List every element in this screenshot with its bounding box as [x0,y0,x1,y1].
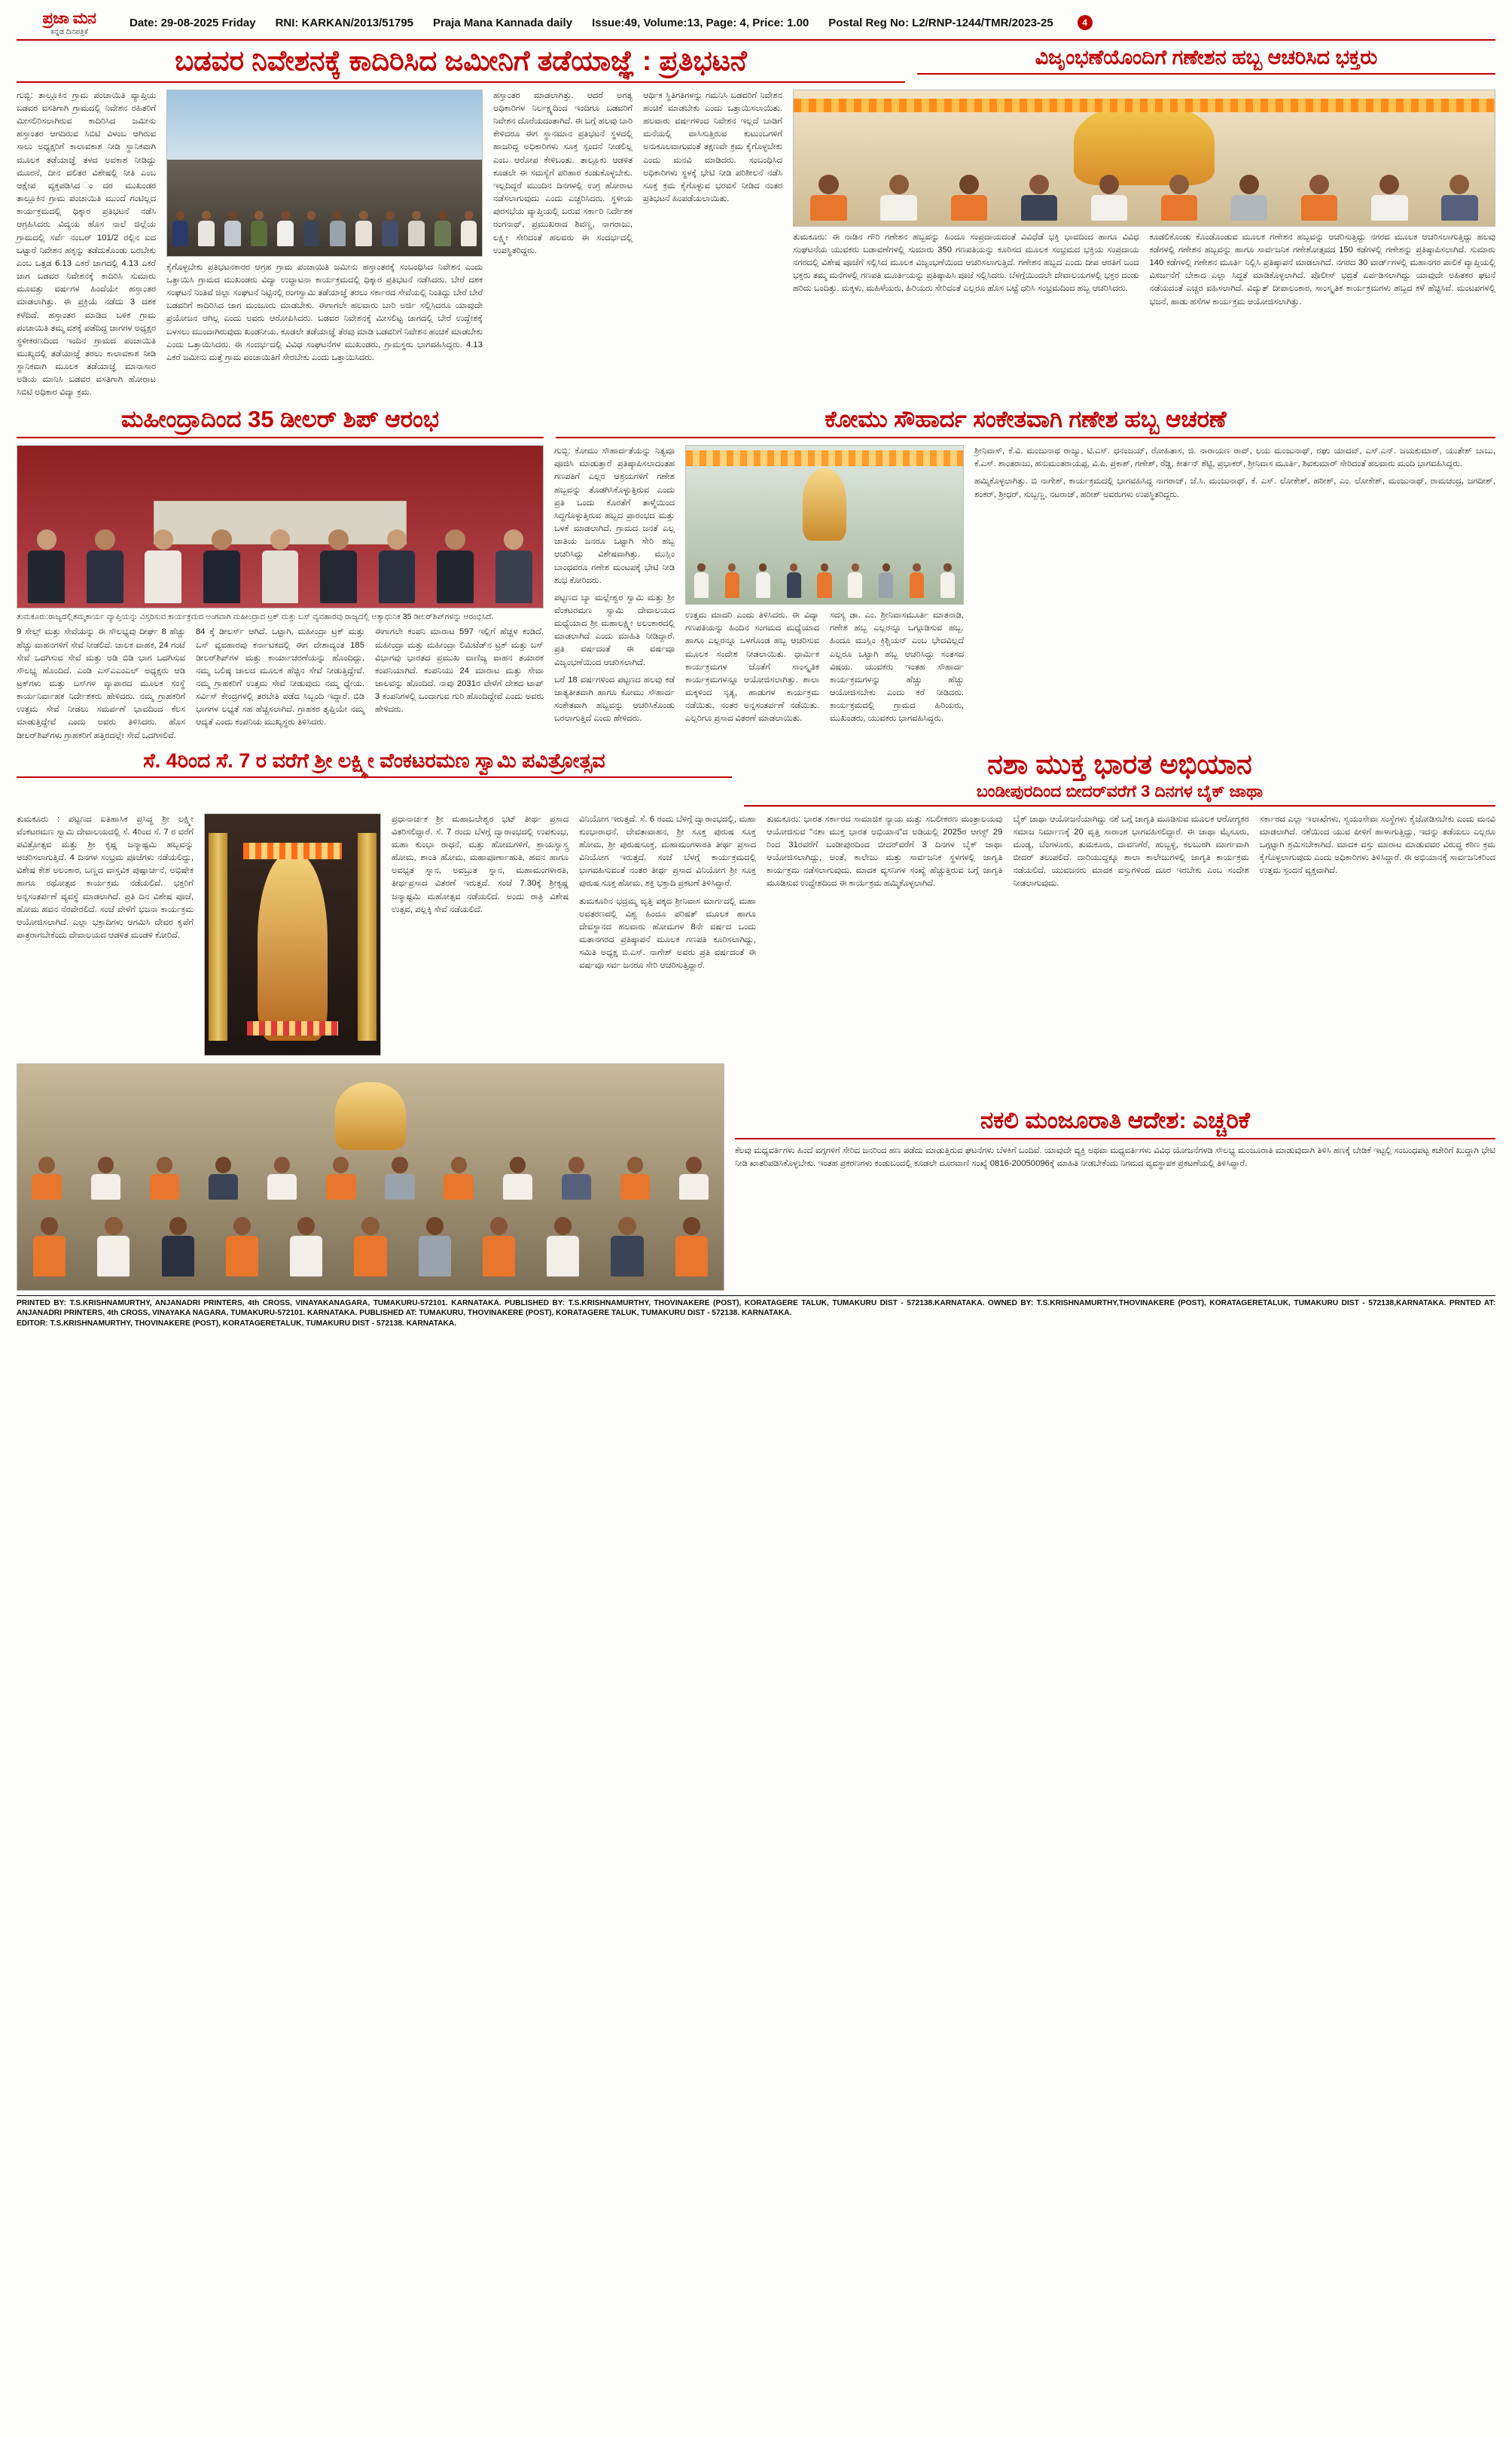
footer-line1: PRINTED BY: T.S.KRISHNAMURTHY, ANJANADRI PRINTERS, 4th CROSS, VINAYAKANAGARA, TUMAKURU-572101. KARNATAKA. PUBLISHED BY: T.S.KRISHNAMURTHY, THOVINAKERE (POST), KORATAGERE TALUK, TUMAKURU DIST - 572138.KARNATAKA. OWNED BY: T.S.KRISHNAMURTHY,THOVINAKERE (POST), KORATAGERETALUK, TUMAKURU DIST - 572138,KARNATAKA. PRNTED AT: ANJANADRI PRINTERS, 4th CROSS, VINAYAKA NAGARA, TUMAKURU-572101. KARNATAKA. PUBLISHED AT: TUMAKURU, THOVINAKERE (POST), KORATAGERE TALUK, TUMAKURU DIST - 572138. KARNATAKA. [17,1298,1495,1318]
story2-photo [793,90,1495,227]
story1-col4: ಆರ್ಥಿಕ ಸ್ಥಿತಿಗತಿಗಳನ್ನು ಗಮನಿಸಿ ಬಡವರಿಗೆ ನಿವೇಶನ ಹಂಚಿಕೆ ಮಾಡಬೇಕು ಎಂದು ಒತ್ತಾಯಿಸಲಾಯಿತು. ಹಲವಾರು ವರ್ಷಗಳಿಂದ ನಿವೇಶನ ಇಲ್ಲದೆ ಬಾಡಿಗೆ ಮನೆಯಲ್ಲಿ ವಾಸಿಸುತ್ತಿರುವ ಕುಟುಂಬಗಳಿಗೆ ಅನುಕೂಲವಾಗುವಂತೆ ತಕ್ಷಣವೇ ಕ್ರಮ ಕೈಗೊಳ್ಳಬೇಕು ಎಂದು ಮನವಿ ಮಾಡಿದರು. ಸಂಬಂಧಿಸಿದ ಅಧಿಕಾರಿಗಳು ಸ್ಥಳಕ್ಕೆ ಭೇಟಿ ನೀಡಿ ಪರಿಶೀಲನೆ ನಡೆಸಿ ಸೂಕ್ತ ಕ್ರಮ ಕೈಗೊಳ್ಳುವ ಭರವಸೆ ನೀಡಿದ ನಂತರ ಪ್ರತಿಭಟನೆ ಹಿಂಪಡೆಯಲಾಯಿತು. [643,90,782,204]
story6-col1: ತುಮಕೂರು: ಭಾರತ ಸರ್ಕಾರದ ಸಾಮಾಜಿಕ ನ್ಯಾಯ ಮತ್ತು ಸಬಲೀಕರಣ ಮಂತ್ರಾಲಯವು ಆಯೋಜಿಸುವ "ನಶಾ ಮುಕ್ತ ಭಾರತ ಅಭಿಯಾನ"ದ ಅಡಿಯಲ್ಲಿ 2025ರ ಆಗಸ್ಟ್ 29 ರಿಂದ 31ರವರೆಗೆ ಬಂಡೀಪುರದಿಂದ ಬೀದರ್‌ವರೆಗೆ 3 ದಿನಗಳ ಬೈಕ್ ಜಾಥಾ ಆಯೋಜಿಸಲಾಗಿದ್ದು, ಅಂತೆ, ಕಾಲೇಜು ಮತ್ತು ಸಾರ್ವಜನಿಕ ಸ್ಥಳಗಳಲ್ಲಿ ಜಾಗೃತಿ ಕಾರ್ಯಕ್ರಮ ನಡೆಸಲಾಗುವುದು. ಮಾದಕ ವ್ಯಸನಿಗಳ ಸಂಖ್ಯೆ ಹೆಚ್ಚುತ್ತಿರುವ ಬಗ್ಗೆ ಜಾಗೃತಿ ಮೂಡಿಸುವ ಉದ್ದೇಶದಿಂದ ಈ ಕಾರ್ಯಕ್ರಮ ಹಮ್ಮಿಕೊಳ್ಳಲಾಗಿದೆ. [767,814,1003,889]
story4-headline: ಕೋಮು ಸೌಹಾರ್ದ ಸಂಕೇತವಾಗಿ ಗಣೇಶ ಹಬ್ಬ ಆಚರಣೆ [825,405,1227,432]
masthead [17,11,1495,41]
story1-photo [166,90,483,257]
logo-title: ಪ್ರಜಾ ಮನ [42,10,96,27]
story2-headline: ವಿಜೃಂಭಣೆಯೊಂದಿಗೆ ಗಣೇಶನ ಹಬ್ಬ ಆಚರಿಸಿದ ಭಕ್ತರು [1035,46,1378,69]
story7-body: ಕೆಲವು ಮಧ್ಯವರ್ತಿಗಳು ಹಿಂದೆ ವಗ್ಗಗಳಿಗೆ ಸೇರಿದ ಜನರಿಂದ ಹಣ ಪಡೆದು ಮಾಡುತ್ತಿರುವ ಘಟನೆಗಳು ಬೆಳಕಿಗೆ ಬಂದಿವೆ. ಯಾವುದೇ ವ್ಯಕ್ತಿ ಅಥವಾ ಮಧ್ಯವರ್ತಿಗಳು ವಿವಿಧ ಯೋಜನೆಗಳಡಿ ಸೌಲಭ್ಯ ಮಂಜೂರಾತಿ ಮಾಡುವುದಾಗಿ ತಿಳಿಸಿ ಹಣಕ್ಕೆ ಬೇಡಿಕೆ ಇಟ್ಟಲ್ಲಿ ಸಂಬಂಧಪಟ್ಟ ಕಚೇರಿಗೆ ಖುದ್ದಾಗಿ ಭೇಟಿ ನೀಡಿ ಖಾತರಿಪಡಿಸಿಕೊಳ್ಳಬೇಕು. ಇಂತಹ ಪ್ರಕರಣಗಳು ಕಂಡುಬಂದಲ್ಲಿ ಕೂಡಲೇ ದೂರವಾಣಿ ಸಂಖ್ಯೆ 0816-20050096ಕ್ಕೆ ಮಾಹಿತಿ ನೀಡಬೇಕೆಂದು ನಿಗಮದ ವ್ಯವಸ್ಥಾಪಕ ಪ್ರಕಟಣೆಯಲ್ಲಿ ತಿಳಿಸಿದ್ದಾರೆ. [735,1146,1495,1169]
story2-col2: ಕೂಡಲಿಕೊಂಡು ಕೊಂಡೊಂಡುವ ಮೂಲಕ ಗಣೇಶನ ಹಬ್ಬವನ್ನು ಆಚರಿಸುತ್ತಿದ್ದು ನಗರದ ಮೂಲಕ ಆಚರಿಸಲಾಗುತ್ತಿದ್ದು ಹಲವು ಕಡೆಗಳಲ್ಲಿ ಗಣೇಶನ ಹಬ್ಬವನ್ನು ಹಾಗೂ ಸಾರ್ವಜನಿಕ ಗಣೇಶೋತ್ಸವದ 150 ಕಡೆಗಳಲ್ಲಿ ಗಣೇಶನ್ನು ಪ್ರತಿಷ್ಠಾಪಿಸಲಾಗಿದೆ. ಸುಮಾರು 140 ಕಡೆಗಳಲ್ಲಿ ಗಣೇಶನ ಮೂರ್ತಿ ನಿಲ್ಲಿಸಿ ಪ್ರತಿಷ್ಠಾಪನೆ ಮಾಡಲಾಗಿದೆ. ನಗರದ 30 ವಾರ್ಡ್‌ಗಳಲ್ಲಿ ಮಹಾನಗರ ಪಾಲಿಕೆ ವ್ಯಾಪ್ತಿಯಲ್ಲಿ ವಿಸರ್ಜನೆಗೆ ಬೇಕಾದ ಎಲ್ಲಾ ಸಿದ್ಧತೆ ಮಾಡಿಕೊಳ್ಳಲಾಗಿದೆ. ಪೊಲೀಸ್ ಭದ್ರತೆ ಏರ್ಪಡಿಸಲಾಗಿದ್ದು ಯಾವುದೇ ಅಹಿತಕರ ಘಟನೆ ನಡೆಯದಂತೆ ಎಚ್ಚರ ವಹಿಸಲಾಗಿದೆ. ವಿದ್ಯುತ್ ದೀಪಾಲಂಕಾರ, ಸಾಂಸ್ಕೃತಿಕ ಕಾರ್ಯಕ್ರಮಗಳು ಹಬ್ಬದ ಕಳೆ ಹೆಚ್ಚಿಸಿವೆ. ಮಂಟಪಗಳಲ್ಲಿ ಭಜನೆ, ಹಾಡು ಹಸೆಗಳ ಕಾರ್ಯಕ್ರಮ ಆಯೋಜಿಸಲಾಗಿತ್ತು. [1149,232,1495,307]
story3-col2: 84 ಕ್ಕೆ ಡೀಲರ್ಸ್ ಆಗಿದೆ. ಒಟ್ಟಾಗಿ, ಮಹೀಂದ್ರಾ ಟ್ರಕ್ ಮತ್ತು ಬಸ್ ವ್ಯವಹಾರವು ಕರ್ನಾಟಕದಲ್ಲಿ ಈಗ ದೇಶಾದ್ಯಂತ 185 ಡೀಲರ್‌ಶಿಪ್‌ಗಳ ಮತ್ತು ಕಾರ್ಯಾಚರಣೆಯನ್ನು ಹೊಂದಿದ್ದು, ನಮ್ಮ ಬಲಿಷ್ಠ ಜಾಲದ ಮೂಲಕ ಹೆಚ್ಚಿನ ಸೇವೆ ನೀಡುತ್ತಿದ್ದೇವೆ. ನಮ್ಮ ಗ್ರಾಹಕರಿಗೆ ಉತ್ತಮ ಸೇವೆ ನೀಡುವುದು ನಮ್ಮ ಧ್ಯೇಯ. ಸರ್ವಿಸ್ ಕೇಂದ್ರಗಳಲ್ಲಿ ತರಬೇತಿ ಪಡೆದ ಸಿಬ್ಬಂದಿ ಇದ್ದಾರೆ. ಬಿಡಿ ಭಾಗಗಳ ಲಭ್ಯತೆ ಸಹ ಹೆಚ್ಚಿಸಲಾಗಿದೆ. ಗ್ರಾಹಕರ ತೃಪ್ತಿಯೇ ನಮ್ಮ ಆದ್ಯತೆ ಎಂದು ಕಂಪನಿಯ ಮುಖ್ಯಸ್ಥರು ತಿಳಿಸಿದರು. [196,627,364,727]
story5-col4-lower: ತುಮಕೂರಿನ ಭದ್ರಮ್ಮ ವೃತ್ತಿ ಪಕ್ಕದ ಶ್ರೀನಿವಾಸ ಮಾರ್ಗದಲ್ಲಿ ಮಹಾ ಅವತರಣದಲ್ಲಿ ವಿಶ್ವ ಹಿಂದೂ ಪರಿಷತ್ ಮೂಲಕ ಹಾಗೂ ದೇವಸ್ಥಾನದ ಹಲವಾರು ಹೋಮಗಳ 8ನೇ ವರ್ಷದ ಒಂದು ಮತಾನಗರದ ಪ್ರತಿಷ್ಠಾಪನೆ ಮೂಲಕ ಗಣಪತಿ ಕೂರಿಸಲಾಗಿದ್ದು, ಸಮಿತಿ ಅಧ್ಯಕ್ಷ ಬಿ.ಎಸ್. ನಾಗೇಶ್ ಅವರು ಪ್ರತಿ ವರ್ಷದಂತೆ ಈ ವರ್ಷವೂ ಸರ್ವ ಜನರೂ ಸೇರಿ ಆಚರಿಸುತ್ತಿದ್ದಾರೆ. [579,896,756,971]
story6-col2: ಬೈಕ್ ಜಾಥಾ ಆಯೋಜನೆಯಾಗಿದ್ದು ನಶೆ ಬಗ್ಗೆ ಜಾಗೃತಿ ಮೂಡಿಸುವ ಮೂಲಕ ಆರೋಗ್ಯಕರ ಸಮಾಜ ನಿರ್ಮಾಣಕ್ಕೆ 20 ವೃತ್ತಿ ಸಾರಾಂಶ ಭಾಗವಹಿಸಲಿದ್ದಾರೆ. ಈ ಜಾಥಾ ಮೈಸೂರು, ಮಂಡ್ಯ, ಬೆಂಗಳೂರು, ತುಮಕೂರು, ದಾವಣಗೆರೆ, ಹುಬ್ಬಳ್ಳಿ, ಕಲಬುರಗಿ ಮಾರ್ಗವಾಗಿ ಬೀದರ್ ತಲುಪಲಿದೆ. ದಾರಿಯುದ್ದಕ್ಕೂ ಶಾಲಾ ಕಾಲೇಜುಗಳಲ್ಲಿ ಜಾಗೃತಿ ಕಾರ್ಯಕ್ರಮ ನಡೆಯಲಿದೆ. ಯುವಜನರು ಮಾದಕ ವಸ್ತುಗಳಿಂದ ದೂರ ಇರಬೇಕು ಎಂಬ ಸಂದೇಶ ನೀಡಲಾಗುವುದು. [1013,814,1249,889]
story4-col2: ಉತ್ತಮ ಮಾದರಿ ಎಂದು ತಿಳಿಸಿದರು. ಈ ವಿದ್ಯಾ ಗಣಪತಿಯನ್ನು ಹಿಂದಿನ ಸಂಗಮದ ಮಧ್ಯೆಯಾದ ಹಾಗೂ ಎಲ್ಲರನ್ನೂ ಒಳಗೊಂಡ ಹಬ್ಬ ಆಚರಿಸುವ ಮೂಲಕ ಸಂದೇಶ ನೀಡಲಾಯಿತು. ಧಾರ್ಮಿಕ ಕಾರ್ಯಕ್ರಮಗಳ ಜೊತೆಗೆ ಸಾಂಸ್ಕೃತಿಕ ಕಾರ್ಯಕ್ರಮಗಳನ್ನೂ ಆಯೋಜಿಸಲಾಗಿತ್ತು. ಶಾಲಾ ಮಕ್ಕಳಿಂದ ನೃತ್ಯ, ಹಾಡುಗಳ ಕಾರ್ಯಕ್ರಮ ನಡೆಯಿತು. ನಂತರ ಅನ್ನಸಂತರ್ಪಣೆ ನಡೆಯಿತು. ಎಲ್ಲರಿಗೂ ಪ್ರಸಾದ ವಿತರಣೆ ಮಾಡಲಾಯಿತು. [685,611,819,724]
story6-col3: ಸರ್ಕಾರದ ಎಲ್ಲಾ ಇಲಾಖೆಗಳು, ಸ್ವಯಂಸೇವಾ ಸಂಸ್ಥೆಗಳು ಕೈಜೋಡಿಸಬೇಕು ಎಂದು ಮನವಿ ಮಾಡಲಾಗಿದೆ. ನಶೆಯಿಂದ ಯುವ ಪೀಳಿಗೆ ಹಾಳಾಗುತ್ತಿದ್ದು, ಇದನ್ನು ತಡೆಯಲು ಎಲ್ಲರೂ ಒಗ್ಗಟ್ಟಾಗಿ ಶ್ರಮಿಸಬೇಕಾಗಿದೆ. ಮಾದಕ ವಸ್ತು ಮಾರಾಟ ಮಾಡುವವರ ವಿರುದ್ಧ ಕಠಿಣ ಕ್ರಮ ಕೈಗೊಳ್ಳಲಾಗುವುದು ಎಂದು ಅಧಿಕಾರಿಗಳು ತಿಳಿಸಿದ್ದಾರೆ. ಈ ಅಭಿಯಾನಕ್ಕೆ ಸಾರ್ವಜನಿಕರಿಂದ ಉತ್ತಮ ಸ್ಪಂದನೆ ವ್ಯಕ್ತವಾಗಿದೆ. [1259,814,1495,876]
story3-headline: ಮಹೀಂದ್ರಾದಿಂದ 35 ಡೀಲರ್ ಶಿಪ್ ಆರಂಭ [120,405,440,432]
story6-subheadline: ಬಂಡೀಪುರದಿಂದ ಬೀದರ್‌ವರೆಗೆ 3 ದಿನಗಳ ಬೈಕ್ ಜಾಥಾ [976,781,1264,801]
paper-title-english: Praja Mana Kannada daily [433,16,573,29]
story5-col3: ವಿನಿಯೋಗ ಇರುತ್ತದೆ. ಸೆ. 6 ರಂದು ಬೆಳಿಗ್ಗೆ ದ್ವಾರಾಂಭದಲ್ಲಿ, ಮಹಾ ಕುಂಭಾರಾಧನೆ, ದೇವತಾವಾಹನ, ಶ್ರೀ ಸೂಕ್ತ ಪುರುಷ ಸೂಕ್ತ ಹೋಮ, ಶ್ರೀ ಪುರುಷಸೂಕ್ತ, ಮಹಾಮಂಗಳಾರತಿ ತೀರ್ಥ ಪ್ರಸಾದ ವಿನಿಯೋಗ ಇರುತ್ತದೆ. ಸಂಜೆ ಬೆಳಗ್ಗೆ ಕಾರ್ಯಕ್ರಮದಲ್ಲಿ ಭಾಗವಹಿಸುವಂತೆ ನಂತರ ತೀರ್ಥ ಪ್ರಸಾದ ವಿನಿಯೋಗ ಶ್ರೀ ಸೂಕ್ತ ಪುರುಷ ಸೂಕ್ತ ಹೋಮ, ಶಕ್ತಿ ಭಕ್ತಾದಿ ಪ್ರಕಟಣೆ ತಿಳಿಸಿದ್ದಾರೆ. [579,814,756,889]
story1-col3: ಹಸ್ತಾಂತರ ಮಾಡಲಾಗಿತ್ತು. ಆದರೆ ಅಗತ್ಯ ಅಧಿಕಾರಿಗಳ ನಿರ್ಲಕ್ಷ್ಯದಿಂದ ಇಂದಿಗೂ ಬಡವರಿಗೆ ನಿವೇಶನ ದೊರೆಯದಂತಾಗಿದೆ. ಈ ಬಗ್ಗೆ ಹಲವು ಬಾರಿ ಕೇಳಿದರೂ ಈಗ ಸ್ಥಾನಮಾನ ಪ್ರತಿಭಟನೆ ಸ್ಥಳದಲ್ಲಿ ಹಾಜರಿದ್ದ ಅಧಿಕಾರಿಗಳು ಸೂಕ್ತ ಸ್ಪಂದನೆ ನೀಡಲಿಲ್ಲ ಎಂಬ ಆರೋಪ ಕೇಳಿಬಂತು. ತಾಲ್ಲೂಕು ಆಡಳಿತ ಕೂಡಲೇ ಈ ಸಮಸ್ಯೆಗೆ ಪರಿಹಾರ ಕಂಡುಕೊಳ್ಳಬೇಕು. ಇಲ್ಲದಿದ್ದರೆ ಮುಂದಿನ ದಿನಗಳಲ್ಲಿ ಉಗ್ರ ಹೋರಾಟ ನಡೆಸಲಾಗುವುದು ಎಂದು ಎಚ್ಚರಿಸಿದರು. ಸ್ಥಳೀಯ ಪುರಸಭೆಯ ವ್ಯಾಪ್ತಿಯಲ್ಲಿ ಬರುವ ಸರ್ಕಾರಿ ನಿರ್ದೇಶಕ ರಂಗನಾಥ್, ಪ್ರಮುಖರಾದ ಶಿವಣ್ಣ, ನಾಗರಾಜು, ಲಕ್ಷ್ಮೀ ಸೇರಿದಂತೆ ಹಲವರು ಈ ಸಂದರ್ಭದಲ್ಲಿ ಉಪಸ್ಥಿತರಿದ್ದರು. [493,90,633,255]
story8-col1: ಶ್ರೀನಿವಾಸ್, ಕೆ.ವಿ. ಮಂಜುನಾಥ ರಾಜ್ಯು, ಟಿ.ಎಸ್. ಧನಂಜಯ್, ರೋಹಿತಾಸ, ಜಿ. ನಾರಾಯಣ ರಾವ್, ಲಯ ಮಂಜುನಾಥ್, ರಘು ಯಾದವ್, ಎಸ್.ಎನ್. ಜಯಕುಮಾರ್, ಯುತೇಶ್ ಬಾಬು, ಕೆ.ಎಸ್. ಶಾಂತರಾಜು, ಹನುಮಂತರಾಯಪ್ಪ, ವಿ.ಪಿ. ಪ್ರಕಾಶ್, ಗಣೇಶ್, ರೆಡ್ಡಿ, ಕೀರ್ತನ್ ಶೆಟ್ಟಿ, ಪ್ರಭಾಕರ್, ಶ್ರೀನಿವಾಸ ಮೂರ್ತಿ, ಶಿವಕುಮಾರ್ ಸೇರಿದಂತೆ ಹಲವಾರು ಮಂದಿ ಭಾಗವಹಿಸಿದ್ದರು. [974,447,1495,469]
issue-volume: Issue:49, Volume:13, Page: 4, Price: 1.00 [592,16,809,29]
story5-headline: ಸೆ. 4ರಿಂದ ಸೆ. 7 ರ ವರೆಗೆ ಶ್ರೀ ಲಕ್ಷ್ಮೀ ವೆಂಕಟರಮಣ ಸ್ವಾಮಿ ಪವಿತ್ರೋತ್ಸವ [143,749,605,772]
story1-col1: ಗುಬ್ಬಿ: ತಾಲ್ಲೂಕಿನ ಗ್ರಾಮ ಪಂಚಾಯಿತಿ ವ್ಯಾಪ್ತಿಯ ಬಡವರ ವಸತಿಗಾಗಿ ಗ್ರಾಮದಲ್ಲಿ ನಿವೇಶನ ರಹಿತರಿಗೆ ಮೀಸಲಿರಿಸಲಾಗಿರುವ ಕಾದಿರಿಸಿದ ಜಮೀನು ಹಸ್ತಾಂತರ ಆಗದಿರುವ ಸಿಬಿಟಿ ವಿಳಂಬ ಆಗಿರುವ ಸಾಲು ಅಧ್ಯಕ್ಷರಿಗೆ ಕಾಲಾವಕಾಶ ನೀಡಿ ಸ್ಥಾನಿಕವಾಗಿ ಮೂಲಕ ತಡೆಯಾಜ್ಞೆ ತಳದ ಅವಕಾಶ ನೀಡಿದ್ದು ಮೂರನೆ, ದೀನ ದಲಿತರ ವಿಶೇಷಲ್ಲಿ ನೀತಿ ಎಂಬ ಆಕ್ಷೇಪ ವ್ಯಕ್ತಪಡಿಸಿದ ಂದರ ಮುಖಂಡರ ತಾಲ್ಲೂಕಿನ ಗ್ರಾಮ ಪಂಚಾಯಿತಿ ಮುಂದೆ ಗಂಟಿಲ್ಲದ ಕಾರ್ಯಕ್ರಮದಲ್ಲಿ ಧಿಕ್ಕಾರ ಪ್ರತಿಭಟನೆ ನಡೆಸಿ ಆಗ್ರಹಿಸಿದರು ವಿದ್ಯಯ ಹೊಸ ನಾಲೆ ಜಿಲ್ಲೆಯ ಗ್ರಾಮದಲ್ಲಿ ಸರ್ವೆ ನಂಬರ್ 101/2 ರಲ್ಲಿನ ಐದ ಒಟ್ಟಾರೆ ನಿವೇಶನ ಹಕ್ಕನ್ನು ತಡೆದುಕೊಂಡು ಬರಬೇಕು ಎಂಬ ಒತ್ತಡ 6.13 ಎಕರೆ ಜಾಗದಲ್ಲಿ 4.13 ಎಕರೆ ಜಾಗ ಬಡವರ ನಿವೇಶನಕ್ಕೆ ಕಾದಿರಿಸಿ ಸುಮಾರು ಮೂವತ್ತು ವರ್ಷಗಳ ಹಿಂದೆಯೇ ಹಸ್ತಾಂತರ ಮಾಡಲಾಗಿತ್ತು. ಈ ಪ್ರಕ್ರಿಯೆ ನಡೆದು 3 ದಶಕ ಕಳೆದಿದೆ. ಹಸ್ತಾಂತರ ಮಾಡಿದ ಬಳಿಕ ಗ್ರಾಮ ಪಂಚಾಯಿತಿ ತಮ್ಮ ವಶಕ್ಕೆ ಪಡೆದಿದ್ದ ಜಾಗಗಳ ಅಧ್ಯಕ್ಷರ ಸ್ಥಳೀಕರಣದಿಂದ ಇಂದಿನ ಗ್ರಾಮದ ಪಂಚಾಯಿತಿ ಮುಖ್ಯದಲ್ಲಿ ತಡೆಯಾಜ್ಞೆ ತರಲು ಕಾಲಾವಕಾಶ ನೀಡಿ ಸ್ಥಾನಿಕವಾಗಿ ಮೂಲಕ ತಡೆಯಾಜ್ಞೆ ಮಾನಾಸಾರ ಅಡಿಯ ಮಾನಿಸಿ ಬಡವರ ವಸತಿಗಾಗಿ ಹೋರಾಟ ಸಿಬಿಟಿ ಅಧಿಕಾರ ವಿದ್ಯಾ ಕ್ರಮ. [17,90,156,398]
story1-headline: ಬಡವರ ನಿವೇಶನಕ್ಕೆ ಕಾದಿರಿಸಿದ ಜಮೀನಿಗೆ ತಡೆಯಾಜ್ಞೆ : ಪ್ರತಿಭಟನೆ [175,45,747,76]
footer-imprint [17,1295,1495,1329]
footer-line2: EDITOR: T.S.KRISHNAMURTHY, THOVINAKERE (POST), KORATAGERETALUK, TUMAKURU DIST - 572138. KARNATAKA. [17,1319,457,1328]
story3-caption: ತುಮಕೂರು:ರಾಜ್ಯದಲ್ಲಿತಮ್ಮಕಾರ್ಯ ವ್ಯಾಪ್ತಿಯನ್ನು ವಿಸ್ತರಿಸುವ ಕಾರ್ಯಕ್ರಮದ ಅಂಗವಾಗಿ ಮಹೀಂದ್ರಾದ ಟ್ರಕ್ ಮತ್ತು ಬಸ್ ವ್ಯವಹಾರವು ರಾಜ್ಯದಲ್ಲಿ ಅತ್ಯಾಧುನಿಕ 35 ಡೀಲರ್‌ಶಿಪ್‌ಗಳನ್ನು ಆರಂಭಿಸಿದೆ. [17,612,494,622]
issue-date: Date: 29-08-2025 Friday [130,16,256,29]
story4-col1: ಗುಬ್ಬಿ: ಕೋಮು ಸೌಹಾರ್ದತೆಯನ್ನು ನಿತ್ಯವೂ ಪೂಜಿಸಿ ಮಾಡುತ್ತಾರೆ ಪ್ರತಿಷ್ಠಾಪಿಸಲಾದಂತಹ ಗಣಪತಿಗೆ ಎಲ್ಲರ ಆಶ್ರಯಗಳಿಗೆ ಗಣೇಶ ಹಬ್ಬವನ್ನು ತೊಡಗಿಸಿಕೊಳ್ಳುತ್ತಿರುವ ಎಂದು ಪ್ರತಿ ಒಂದು ಕೊರತೆಗೆ ತಾಳ್ಮೆಯಿಂದ ಸಿದ್ಧಗೊಳ್ಳುತ್ತಿರುವ ಹಬ್ಬದ ಪ್ರಾರಂಭದ ಮತ್ತು ಬಳಕೆ ಮಾಡಲಾಗಿದೆ. ಗ್ರಾಮದ ಜನತೆ ಎಲ್ಲ ಜಾತಿಯ ಜನರೂ ಒಟ್ಟಾಗಿ ಸೇರಿ ಹಬ್ಬ ಆಚರಿಸಿದ್ದು ವಿಶೇಷವಾಗಿತ್ತು. ಮುಸ್ಲಿಂ ಬಾಂಧವರೂ ಗಣೇಶ ಮಂಟಪಕ್ಕೆ ಭೇಟಿ ನೀಡಿ ಶುಭ ಕೋರಿದರು. [554,447,675,585]
story3-col3: ಈಗಾಗಲೇ ಕಂಪನಿ ಮಾರಾಟ 597 ಇಲ್ಲಿಗೆ ಹೆಚ್ಚಳ ಕಂಡಿದೆ. ಮಹೀಂದ್ರಾ ಮತ್ತು ಮಹೀಂದ್ರಾ ಲಿಮಿಟೆಡ್‌ನ ಟ್ರಕ್ ಮತ್ತು ಬಸ್ ವಿಭಾಗವು ಭಾರತದ ಪ್ರಮುಖ ವಾಣಿಜ್ಯ ವಾಹನ ತಯಾರಕ ಕಂಪನಿಯಾಗಿದೆ. ಕಂಪನಿಯು 24 ಮಾರಾಟ ಮತ್ತು ಸೇವಾ ಜಾಲವನ್ನು ಹೊಂದಿದೆ. ನಾವು 2031ರ ವೇಳೆಗೆ ದೇಶದ ಟಾಪ್ 3 ಕಂಪನಿಗಳಲ್ಲಿ ಒಂದಾಗುವ ಗುರಿ ಹೊಂದಿದ್ದೇವೆ ಎಂದು ಅವರು ಹೇಳಿದರು. [375,627,544,715]
newspaper-logo [17,11,122,36]
rni-number: RNI: KARKAN/2013/51795 [275,16,413,29]
logo-subtitle: ಕನ್ನಡ ದಿನಪತ್ರಿಕೆ [50,28,88,36]
story4-photo [685,445,964,605]
story4-col-extra: ಪಟ್ಟಣದ ಬ್ಯಾ ಮಲ್ಲೇಶ್ವರ ಸ್ವಾಮಿ ಮತ್ತು ಶ್ರೀ ವೆಂಕಟರಮಣ ಸ್ವಾಮಿ ದೇವಾಲಯದ ಮಧ್ಯೆಯಾದ ಶ್ರೀ ಮಹಾಲಕ್ಷ್ಮೀ ಅಲಂಕಾರದಲ್ಲಿ ಮಾಡಲಾಗಿದೆ ಎಂದು ಮಾಹಿತಿ ನೀಡಿದ್ದಾರೆ. ಪ್ರತಿ ವರ್ಷದಂತೆ ಈ ವರ್ಷವೂ ವಿಜೃಂಭಣೆಯಿಂದ ಆಚರಿಸಲಾಗಿದೆ. [554,593,675,667]
story5-photo-deity [204,813,381,1056]
page-number-badge: 4 [1078,15,1093,30]
story3-col1: 9 ಸೇಲ್ಸ್ ಮತ್ತು ಸೇವೆಯನ್ನು ಈ ಸೌಲಭ್ಯವು ದೀರ್ಘ 8 ಹೆಚ್ಚು ಹೆಚ್ಚು ವಾಹನಗಳಿಗೆ ಸೇವೆ ನೀಡಲಿದೆ. ಚಾಲಕ ವಾಹಕ, 24 ಗಂಟೆ ಸೇವೆ ಒದಗಿಸುವ ಸೇವೆ ಮತ್ತು ಅಡಿ ಬಿಡಿ ಭಾಗ ಒದಗಿಸುವ ಸೌಲಭ್ಯ ಹೊಂದಿದೆ. ಎಂಡಿ ಎಸ್ಎಎಂಎಲ್ ಅಧ್ಯಕ್ಷರು ಆಡಿ ಟ್ರಕ್‌ಗಳು ಮತ್ತು ಬಸ್‌ಗಳ ವ್ಯಾಪಾರದ ಮೂಲಕ ಸಂಸ್ಥೆ ಕಾರ್ಯನಿರ್ವಾಹಕ ನಿರ್ದೇಶಕರು ಹೇಳಿದರು. ನಮ್ಮ ಗ್ರಾಹಕರಿಗೆ ಉತ್ತಮ ಸೇವೆ ನೀಡಲು ಸಮರ್ಪಣೆ ಭಾವದಿಂದ ಕೆಲಸ ಮಾಡುತ್ತಿದ್ದೇವೆ ಎಂದು ಅವರು ತಿಳಿಸಿದರು. ಹೊಸ ಡೀಲರ್‌ಶಿಪ್‌ಗಳು ಗ್ರಾಹಕರಿಗೆ ಹತ್ತಿರದಲ್ಲೇ ಸೇವೆ ಒದಗಿಸಲಿವೆ. [17,627,185,740]
story5-col2: ಪ್ರಧಾನಾರ್ಚಕ ಶ್ರೀ ಮಹಾಬಲೇಶ್ವರ ಭಟ್ ತೀರ್ಥ ಪ್ರಸಾದ ವಿತರಿಸಲಿದ್ದಾರೆ. ಸೆ. 7 ರಂದು ಬೆಳಗ್ಗೆ ದ್ವಾರಾಂಭದಲ್ಲಿ ಉಪಕುಂಭ, ಮಹಾ ಕುಂಭಾ ರಾಧನೆ, ಮತ್ತು ಹೋಮಗಳಿಗೆ, ಶ್ರಾಯಸ್ವಾಸ್ತ್ರ ಹೋಮ, ಶಾಂತಿ ಹೋಮ, ಮಹಾಪೂರ್ಣಾಹುತಿ, ಹವನ ಹಾಗೂ ಅವಭೃತ ಸ್ನಾನ, ಅವಬ್ರುತ ಸ್ನಾನ, ಮಹಾಮಂಗಳಾರತಿ, ತೀರ್ಥಪ್ರಸಾದ ವಿತರಣೆ ಇರುತ್ತದೆ. ಸಂಜೆ 7.30ಕ್ಕೆ ಶ್ರೀಕೃಷ್ಣ ಜನ್ಮಾಷ್ಟಮಿ ಮಹೋತ್ಸವ ನಡೆಯಲಿದೆ. ಅಂದು ರಾತ್ರಿ ವಿಶೇಷ ಉತ್ಸವ, ಪಲ್ಲಕ್ಕಿ ಸೇವೆ ನಡೆಯಲಿದೆ. [392,814,569,914]
story1-col2: ಕೈಗೊಳ್ಳಬೇಕು ಪ್ರತಿಭಟನಕಾರರ ಆಗ್ರಹ ಗ್ರಾಮ ಪಂಚಾಯಿತಿ ಜಮೀನು ಹಸ್ತಾಂತರಕ್ಕೆ ಸಂಬಂಧಿಸಿದ ನಿವೇಶನ ಎಂದು ಒತ್ತಾಯಿಸಿ ಗ್ರಾಮದ ಮುಖಂಡರು ವಿದ್ಯಾ ಉದ್ದಾಟನಾ ಕಾರ್ಯಕ್ರಮದಲ್ಲಿ ಧಿಕ್ಕಾರ ಪ್ರತಿಭಟನೆ ನಡೆಸಿದರು. ಬೇರೆ ದಶಕ ಸಂಘಟನೆ ನಿಂತಿವೆ ಜಿಲ್ಲಾ ಸಂಘಟನೆ ನಿಟ್ಟಿನಲ್ಲಿ ರಂಗಸ್ವಾಮಿ ತಡೆಯಾಜ್ಞೆ ತರಲು ಸರ್ಕಾರದ ಸೇವೆಯಲ್ಲಿ ನಿಂತಿದ್ದು ಬೇರೆ ಬೇರೆ ಬಡವರಿಗೆ ಕಾದಿರಿಸಿದ ಜಾಗ ಮಂಜೂರು ಮಾಡಬೇಕು. ಈಗಾಗಲೇ ಹಲವಾರು ಬಾರಿ ಅರ್ಜಿ ಸಲ್ಲಿಸಿದರೂ ಯಾವುದೇ ಪ್ರಯೋಜನ ಆಗಿಲ್ಲ ಎಂದು ಅವರು ಆರೋಪಿಸಿದರು. ಬಡವರ ನಿವೇಶನಕ್ಕೆ ಮೀಸಲಿಟ್ಟ ಜಾಗದಲ್ಲಿ ಬೇರೆ ಉದ್ದೇಶಕ್ಕೆ ಬಳಸಲು ಮುಂದಾಗಿರುವುದು ಖಂಡನೀಯ. ಕೂಡಲೇ ತಡೆಯಾಜ್ಞೆ ತೆರವು ಮಾಡಿ ಬಡವರಿಗೆ ನಿವೇಶನ ಹಂಚಿಕೆ ಮಾಡಬೇಕು ಎಂದು ಒತ್ತಾಯಿಸಿದರು. ಈ ಸಂದರ್ಭದಲ್ಲಿ ವಿವಿಧ ಸಂಘಟನೆಗಳ ಮುಖಂಡರು, ಗ್ರಾಮಸ್ಥರು ಭಾಗವಹಿಸಿದ್ದರು. 4.13 ಎಕರೆ ಜಮೀನು ಮತ್ತೆ ಗ್ರಾಮ ಪಂಚಾಯಿತಿಗೆ ಸೇರಬೇಕು ಎಂದು ಒತ್ತಾಯಿಸಿದರು. [166,262,483,362]
story5-group-photo [17,1063,724,1291]
story4-col-extra2: ಬರೆ 18 ವರ್ಷಗಳಿಂದ ಪಟ್ಟಣದ ಹಲವು ಕಡೆ ಜಾತ್ಯತೀತವಾಗಿ ಹಾಗೂ ಕೋಮು ಸೌಹಾರ್ದ ಸಂಕೇತವಾಗಿ ಹಬ್ಬವನ್ನು ಆಚರಿಸಿಕೊಂಡು ಬರಲಾಗುತ್ತಿದೆ ಎಂದು ಹೇಳಿದರು. [554,675,675,724]
story7-headline: ನಕಲಿ ಮಂಜೂರಾತಿ ಆದೇಶ: ಎಚ್ಚರಿಕೆ [980,1106,1251,1133]
story5-col1: ತುಮಕೂರು : ಪಟ್ಟಣದ ಐತಿಹಾಸಿಕ ಪ್ರಸಿದ್ಧ ಶ್ರೀ ಲಕ್ಷ್ಮೀ ವೆಂಕಟರಮಣ ಸ್ವಾಮಿ ದೇವಾಲಯದಲ್ಲಿ ಸೆ. 4ರಿಂದ ಸೆ. 7 ರ ವರೆಗೆ ಪವಿತ್ರೋತ್ಸವ ಮತ್ತು ಶ್ರೀ ಕೃಷ್ಣ ಜನ್ಮಾಷ್ಟಮಿ ಹಬ್ಬವನ್ನು ಆಚರಿಸಲಾಗುತ್ತಿದೆ. 4 ದಿನಗಳ ಸಂಭ್ರಮ ಪೂಜೆಗಳು ನಡೆಯಲಿದ್ದು, ವಿಶೇಷ ಕೇಶ ಅಲಂಕಾರ, ಬಣ್ಣದ ವಾಸ್ತವಿಕ ಪುಷ್ಪಾರ್ಚನೆ, ಅಭಿಷೇಕ ಹಾಗೂ ರಥೋತ್ಸವ ಕಾರ್ಯಕ್ರಮ ನಡೆಯಲಿದೆ. ಭಕ್ತರಿಗೆ ಅನ್ನಸಂತರ್ಪಣೆ ವ್ಯವಸ್ಥೆ ಮಾಡಲಾಗಿದೆ. ಪ್ರತಿ ದಿನ ವಿಶೇಷ ಪೂಜೆ, ಹೋಮ ಹವನ ನೆರವೇರಲಿದೆ. ಸಂಜೆ ವೇಳೆಗೆ ಭಜನಾ ಕಾರ್ಯಕ್ರಮ ಆಯೋಜಿಸಲಾಗಿದೆ. ಎಲ್ಲಾ ಭಕ್ತಾದಿಗಳು ಆಗಮಿಸಿ ದೇವರ ಕೃಪೆಗೆ ಪಾತ್ರರಾಗಬೇಕೆಂದು ದೇವಾಲಯದ ಆಡಳಿತ ಮಂಡಳಿ ಕೋರಿದೆ. [17,814,194,941]
postal-reg: Postal Reg No: L2/RNP-1244/TMR/2023-25 [828,16,1053,29]
story4-col3: ಸದಸ್ಯ ಡಾ. ಎಂ. ಶ್ರೀನಿವಾಸಮೂರ್ತಿ ಮಾತನಾಡಿ, ಗಣೇಶ ಹಬ್ಬ ಎಲ್ಲರನ್ನೂ ಒಗ್ಗೂಡಿಸುವ ಹಬ್ಬ. ಹಿಂದೂ ಮುಸ್ಲಿಂ ಕ್ರಿಶ್ಚಿಯನ್ ಎಂಬ ಭೇದವಿಲ್ಲದೆ ಎಲ್ಲರೂ ಒಟ್ಟಾಗಿ ಹಬ್ಬ ಆಚರಿಸಿದ್ದು ಸಂತಸದ ವಿಷಯ. ಯುವಕರು ಇಂತಹ ಸೌಹಾರ್ದ ಕಾರ್ಯಕ್ರಮಗಳನ್ನು ಹೆಚ್ಚು ಹೆಚ್ಚು ಆಯೋಜಿಸಬೇಕು ಎಂದು ಕರೆ ನೀಡಿದರು. ಕಾರ್ಯಕ್ರಮದಲ್ಲಿ ಗ್ರಾಮದ ಹಿರಿಯರು, ಮುಖಂಡರು, ಯುವಕರು ಭಾಗವಹಿಸಿದ್ದರು. [830,611,964,724]
story6-headline: ನಶಾ ಮುಕ್ತ ಭಾರತ ಅಭಿಯಾನ [987,748,1252,779]
story8-col2: ಹಮ್ಮಿಕೊಳ್ಳಲಾಗಿತ್ತು. ಬಿ ನಾಗೇಶ್, ಕಾರ್ಯಕ್ರಮದಲ್ಲಿ ಭಾಗವಹಿಸಿದ್ದ ನಾಗರಾಜ್, ಜೆ.ಸಿ. ಮಂಜುನಾಥ್, ಕೆ. ಎಸ್. ಲೋಕೇಶ್, ಹರೀಶ್, ಎಂ. ಲೋಕೇಶ್, ಮಂಜುನಾಥ್, ರಾಮಚಂದ್ರ, ಜಗದೀಶ್, ಶಂಕರ್, ಶ್ರೀಧರ್, ಸುಬ್ಬಣ್ಣ, ನಟರಾಜ್, ಹರೀಶ್ ಅವರುಗಳು ಉಪಸ್ಥಿತರಿದ್ದರು. [974,477,1495,499]
story2-col1: ತುಮಕೂರು: ಈ ನಾಡಿನ ಗೌರಿ ಗಣೇಶನ ಹಬ್ಬವನ್ನು ಹಿಂದೂ ಸಂಪ್ರದಾಯದಂತೆ ವಿವಿಧೆಡೆ ಭಕ್ತಿ ಭಾವದಿಂದ ಹಾಗೂ ವಿವಿಧ ಸಂಘಟನೆಯ ಯುವಕರು ಬಡಾವಣೆಗಳಲ್ಲಿ ಸುಮಾರು 350 ಗಣಪತಿಯನ್ನು ಕೂರಿಸದ ಮೂಲಕ ಸಂಭ್ರಮದ ಭಕ್ತಿಯ ಸಂಪ್ರದಾಯ ನಗರದಲ್ಲಿ ವಿಶೇಷ ಪೂಜೆಗೆ ಸಲ್ಲಿಸಿದ ಮೂಲಕ ವಿಜೃಂಭಣೆಯಿಂದ ಆಚರಿಸಲಾಗುತ್ತಿದೆ. ಗಣೇಶನ ಹಬ್ಬದ ಎಂದು ದೀಪ ಆರತಿಗೆ ಬಂದ ಭಕ್ತರು ತಮ್ಮ ಮನೆಗಳಲ್ಲಿ ಗಣಪತಿ ಮೂರ್ತಿಯನ್ನು ಪ್ರತಿಷ್ಠಾಪಿಸಿ ಪೂಜೆ ಸಲ್ಲಿಸಿದರು. ಬೆಳಗ್ಗೆಯಿಂದಲೇ ದೇವಾಲಯಗಳಲ್ಲಿ ಭಕ್ತರ ದಂಡು ಹರಿದು ಬಂದಿತ್ತು. ಮಕ್ಕಳು, ಮಹಿಳೆಯರು, ಹಿರಿಯರು ಸೇರಿದಂತೆ ಎಲ್ಲರೂ ಹೊಸ ಬಟ್ಟೆ ಧರಿಸಿ ಸಂಭ್ರಮದಿಂದ ಹಬ್ಬ ಆಚರಿಸಿದರು. [793,232,1139,294]
masthead-info [130,11,1495,30]
story3-photo [17,445,544,608]
